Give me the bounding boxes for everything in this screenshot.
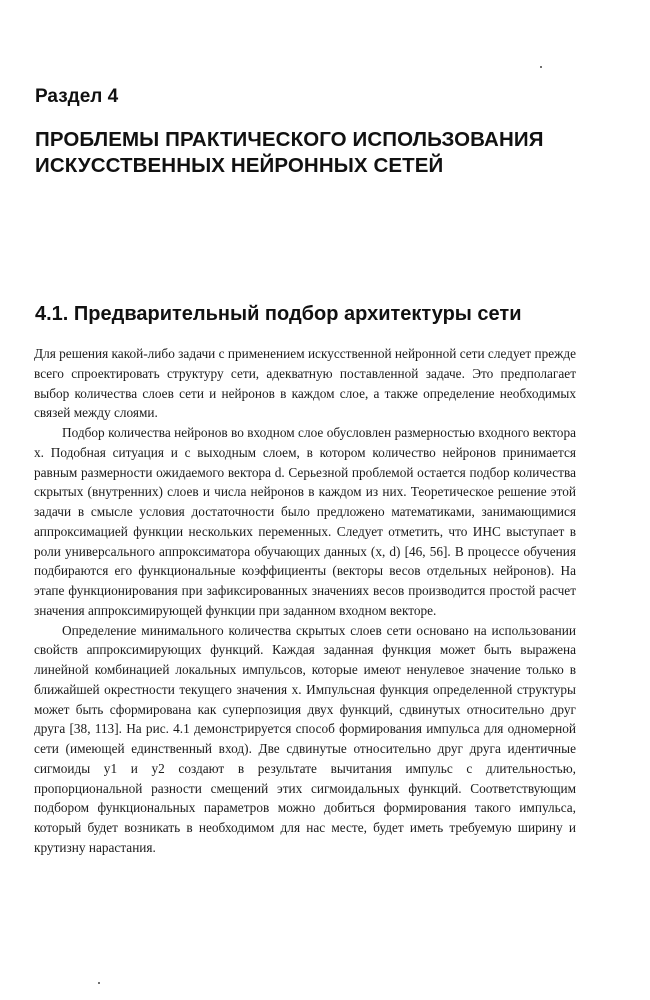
body-text [34, 344, 576, 858]
part-title: ПРОБЛЕМЫ ПРАКТИЧЕСКОГО ИСПОЛЬЗОВАНИЯ ИСКУССТВЕННЫХ НЕЙРОННЫХ СЕТЕЙ [35, 128, 544, 177]
scan-speck [98, 982, 100, 984]
paragraph: Подбор количества нейронов во входном слое обусловлен размерностью входного вектора x. Подобная ситуация и с выходным слоем, в котором количество нейронов принимается равным размерности ожидаемого вектора d. Серьезной проблемой остается подбор количества скрытых (внутренних) слоев и числа нейронов в каждом из них. Теоретическое решение этой задачи в смысле условия достаточности было предложено математиками, занимающимися аппроксимацией функции нескольких переменных. Следует отметить, что ИНС выступает в роли универсального аппроксиматора обучающих данных (x, d) [46, 56]. В процессе обучения подбираются его функциональные коэффициенты (векторы весов отдельных нейронов). На этапе функционирования при зафиксированных значениях весов производится простой расчет значения аппроксимирующей функции при заданном входном векторе. [34, 425, 576, 618]
part-label: Раздел 4 [35, 86, 119, 107]
scan-speck [540, 66, 542, 68]
paragraph: Определение минимального количества скрытых слоев сети основано на использовании свойств аппроксимирующих функций. Каждая заданная функция может быть выражена линейной комбинацией локальных импульсов, которые имеют ненулевое значение только в ближайшей окрестности текущего значения x. Импульсная функция определенной структуры может быть сформирована как суперпозиция двух функций, сдвинутых относительно друг друга [38, 113]. На рис. 4.1 демонстрируется способ формирования импульса для одномерной сети (имеющей единственный вход). Две сдвинутые относительно друг друга идентичные сигмоиды y1 и y2 создают в результате вычитания импульс с длительностью, пропорциональной разности смещений этих сигмоидальных функций. Соответствующим подбором функциональных параметров можно добиться формирования такого импульса, который будет возникать в необходимом для нас месте, будет иметь требуемую ширину и крутизну нарастания. [34, 622, 576, 855]
paragraph: Для решения какой-либо задачи с применением искусственной нейронной сети следует прежде всего спроектировать структуру сети, адекватную поставленной задаче. Это предполагает выбор количества слоев сети и нейронов в каждом слое, а также определение необходимых связей между слоями. [34, 346, 576, 421]
section-title: 4.1. Предварительный подбор архитектуры сети [35, 303, 522, 325]
